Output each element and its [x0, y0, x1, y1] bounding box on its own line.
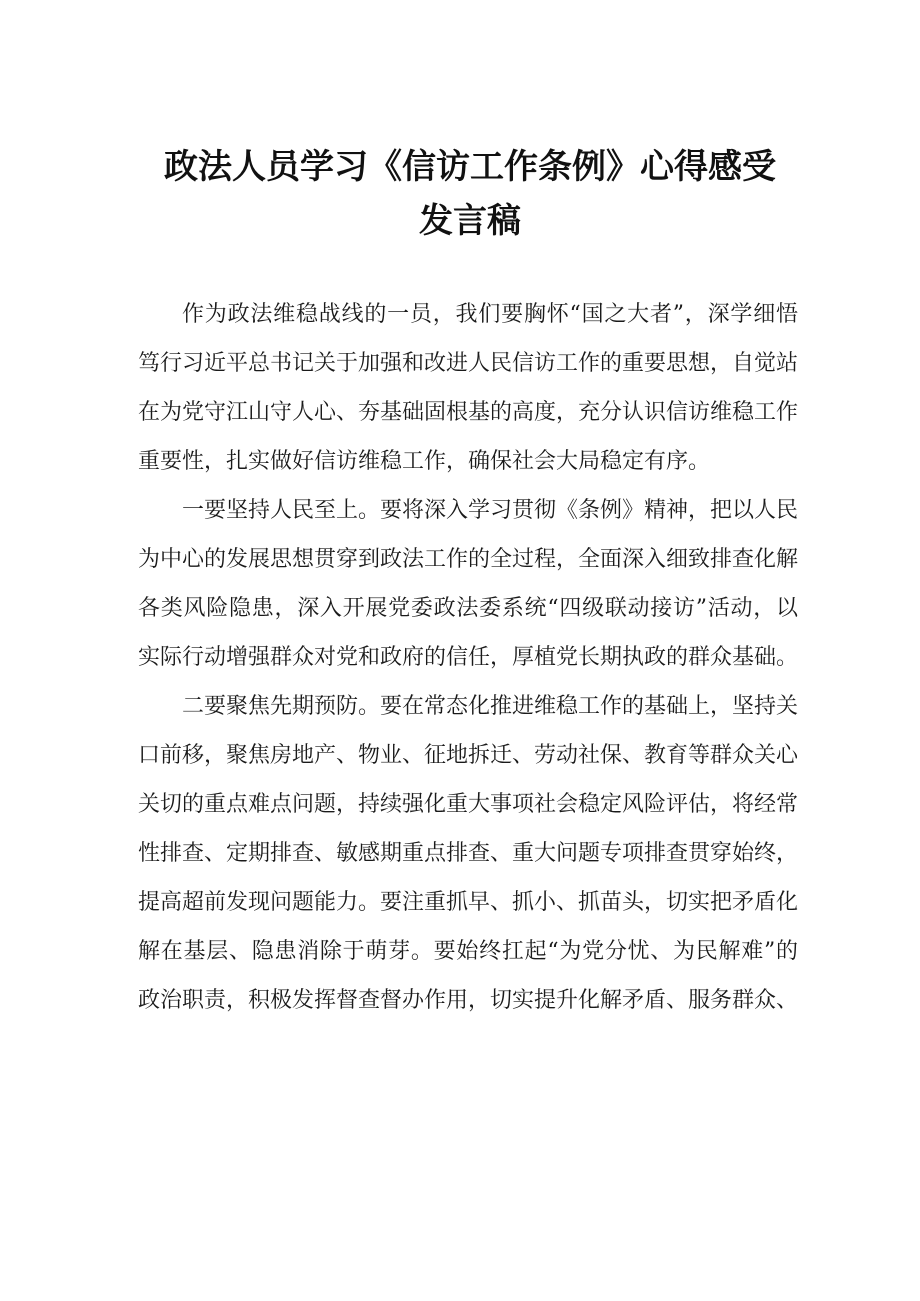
title-line-2: 发言稿 — [419, 201, 521, 241]
paragraph-intro: 作为政法维稳战线的一员，我们要胸怀“国之大者”，深学细悟笃行习近平总书记关于加强和改进人民信访工作的重要思想，自觉站在为党守江山守人心、夯基础固根基的高度，充分认识信访维稳工作重要性，扎实做好信访维稳工作，确保社会大局稳定有序。 — [138, 302, 799, 474]
title-line-1: 政法人员学习《信访工作条例》心得感受 — [164, 147, 776, 187]
paragraph-point-two: 二要聚焦先期预防。要在常态化推进维稳工作的基础上，坚持关口前移，聚焦房地产、物业、征地拆迁、劳动社保、教育等群众关心关切的重点难点问题，持续强化重大事项社会稳定风险评估，将经常性排查、定期排查、敏感期重点排查、重大问题专项排查贯穿始终，提高超前发现问题能力。要注重抓早、抓小、抓苗头，切实把矛盾化解在基层、隐患消除于萌芽。要始终扛起“为党分忧、为民解难”的政治职责，积极发挥督查督办作用，切实提升化解矛盾、服务群众、 — [138, 694, 799, 1013]
document-body — [138, 290, 798, 1025]
paragraph-point-one: 一要坚持人民至上。要将深入学习贯彻《条例》精神，把以人民为中心的发展思想贯穿到政法工作的全过程，全面深入细致排查化解各类风险隐患，深入开展党委政法委系统“四级联动接访”活动，以实际行动增强群众对党和政府的信任，厚植党长期执政的群众基础。 — [138, 498, 799, 670]
document-title — [120, 140, 820, 248]
